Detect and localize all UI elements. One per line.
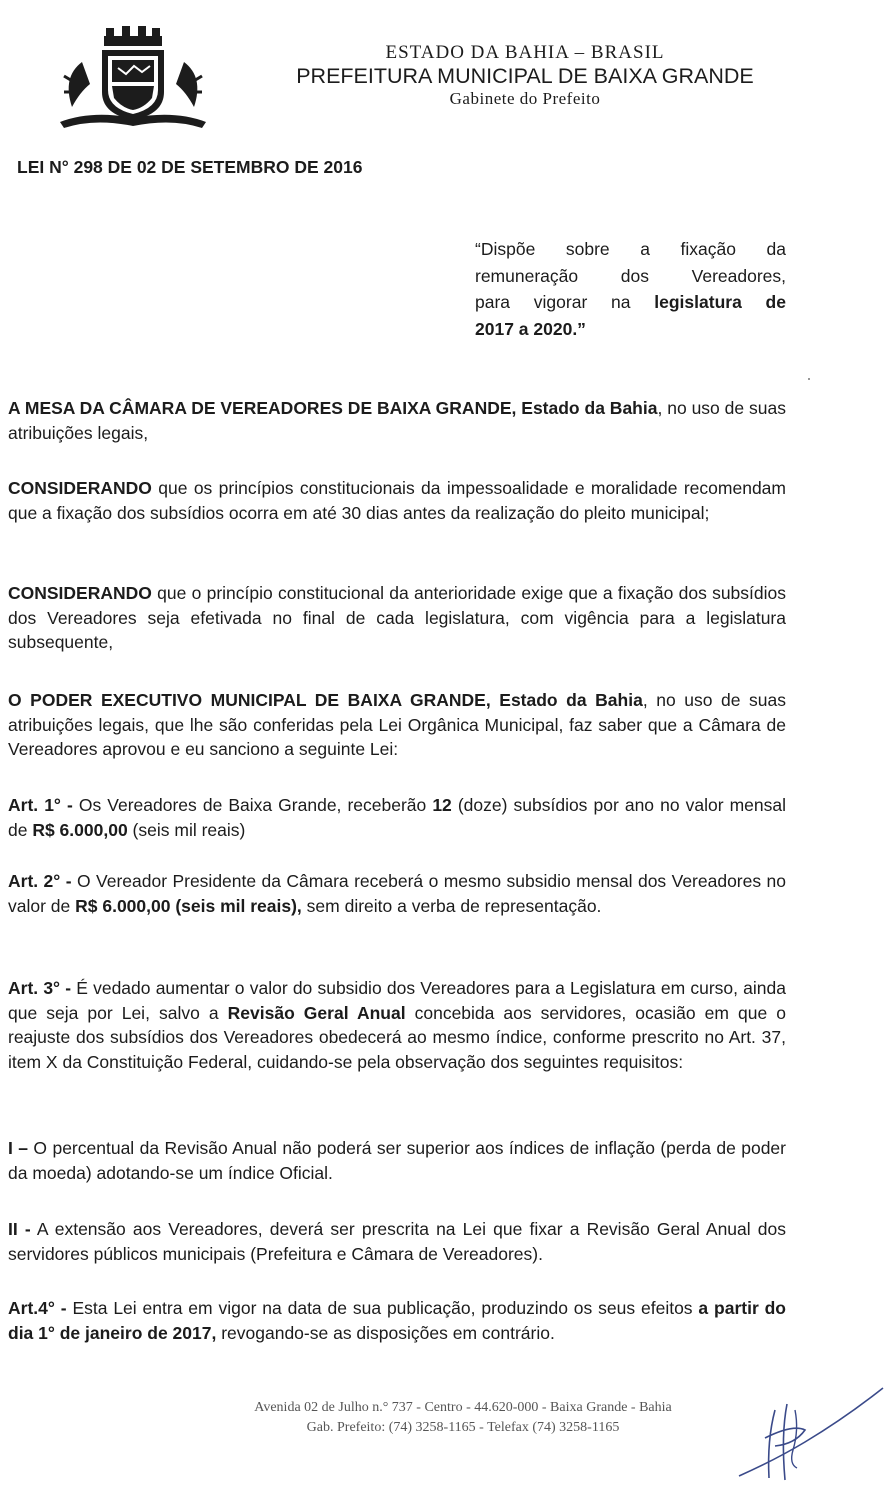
article-3: Art. 3° - É vedado aumentar o valor do subsidio dos Vereadores para a Legislatura em curso, ainda que seja por Lei, salvo a Revisão Geral Anual concebida aos servidores, ocasião em que o reajuste dos subsídios dos Vereadores obedecerá ao mesmo índice, conforme prescrito no Art. 37, item X da Constituição Federal, cuidando-se pela observação dos seguintes requisitos: xyxy=(8,978,786,1072)
ementa-line: 2017 a 2020.” xyxy=(475,318,586,339)
letterhead xyxy=(245,42,805,109)
municipal-coat-of-arms-logo xyxy=(52,22,214,134)
item-2: II - A extensão aos Vereadores, deverá ser prescrita na Lei que fixar a Revisão Geral Anual dos servidores públicos municipais (Prefeitura e Câmara de Vereadores). xyxy=(8,1219,787,1264)
law-title: LEI N° 298 DE 02 DE SETEMBRO DE 2016 xyxy=(17,157,363,177)
ementa-line: para vigorar na legislatura de xyxy=(475,292,786,312)
preamble-paragraph: A MESA DA CÂMARA DE VEREADORES DE BAIXA GRANDE, Estado da Bahia, no uso de suas atribuições legais, xyxy=(8,398,786,443)
handwritten-signature xyxy=(735,1380,885,1485)
ementa-line: remuneração dos Vereadores, xyxy=(475,265,786,286)
article-1: Art. 1° - Os Vereadores de Baixa Grande, receberão 12 (doze) subsídios por ano no valor mensal de R$ 6.000,00 (seis mil reais) xyxy=(8,795,786,840)
letterhead-prefeitura: PREFEITURA MUNICIPAL DE BAIXA GRANDE xyxy=(296,64,754,88)
article-2: Art. 2° - O Vereador Presidente da Câmara receberá o mesmo subsidio mensal dos Vereadores no valor de R$ 6.000,00 (seis mil reais), sem direito a verba de representação. xyxy=(8,871,787,916)
footer-address: Avenida 02 de Julho n.° 737 - Centro - 44.620-000 - Baixa Grande - Bahia xyxy=(254,1400,672,1415)
letterhead-state: ESTADO DA BAHIA – BRASIL xyxy=(385,42,665,63)
footer-phones: Gab. Prefeito: (74) 3258-1165 - Telefax (74) 3258-1165 xyxy=(306,1420,620,1435)
considerando-paragraph-2: CONSIDERANDO que o princípio constitucional da anterioridade exige que a fixação dos subsídios dos Vereadores seja efetivada no final de cada legislatura, com vigência para a legislatura subsequente, xyxy=(8,583,786,652)
article-4: Art.4° - Esta Lei entra em vigor na data de sua publicação, produzindo os seus efeitos a partir do dia 1° de janeiro de 2017, revogando-se as disposições em contrário. xyxy=(8,1298,786,1343)
ementa-line: “Dispõe sobre a fixação da xyxy=(475,239,786,259)
ementa xyxy=(475,236,786,342)
poder-executivo-paragraph: O PODER EXECUTIVO MUNICIPAL DE BAIXA GRANDE, Estado da Bahia, no uso de suas atribuições legais, que lhe são conferidas pela Lei Orgânica Municipal, faz saber que a Câmara de Vereadores aprovou e eu sanciono a seguinte Lei: xyxy=(8,690,787,759)
item-1: I – O percentual da Revisão Anual não poderá ser superior aos índices de inflação (perda de poder da moeda) adotando-se um índice Oficial. xyxy=(8,1138,786,1183)
letterhead-gabinete: Gabinete do Prefeito xyxy=(449,89,601,108)
scan-speck xyxy=(808,378,810,380)
considerando-paragraph-1: CONSIDERANDO que os princípios constitucionais da impessoalidade e moralidade recomendam que a fixação dos subsídios ocorra em até 30 dias antes da realização do pleito municipal; xyxy=(8,478,786,523)
